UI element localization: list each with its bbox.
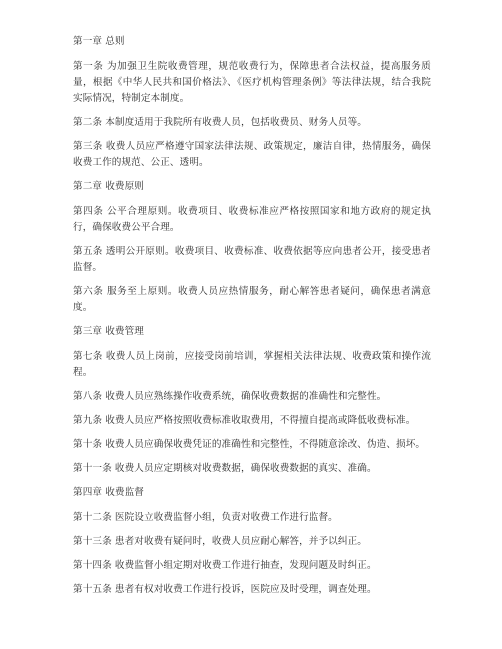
article-paragraph: 第三条 收费人员应严格遵守国家法律法规、政策规定，廉洁自律，热情服务，确保收费工作的规范、公正、透明。 bbox=[73, 141, 431, 168]
document-page bbox=[73, 34, 431, 606]
article-paragraph: 第六条 服务至上原则。收费人员应热情服务，耐心解答患者疑问，确保患者满意度。 bbox=[73, 286, 431, 313]
article-paragraph: 第八条 收费人员应熟练操作收费系统，确保收费数据的准确性和完整性。 bbox=[73, 391, 387, 402]
article-paragraph: 第十三条 患者对收费有疑问时，收费人员应耐心解答，并予以纠正。 bbox=[73, 536, 367, 547]
article-paragraph: 第一条 为加强卫生院收费管理，规范收费行为，保障患者合法权益，提高服务质量，根据《中华人民共和国价格法》、《医疗机构管理条例》等法律法规，结合我院实际情况，特制定本制度。 bbox=[73, 61, 431, 104]
chapter-heading: 第二章 收费原则 bbox=[73, 181, 145, 192]
article-paragraph: 第四条 公平合理原则。收费项目、收费标准应严格按照国家和地方政府的规定执行，确保收费公平合理。 bbox=[73, 206, 431, 233]
article-paragraph: 第十二条 医院设立收费监督小组，负责对收费工作进行监督。 bbox=[73, 512, 338, 523]
article-paragraph: 第十条 收费人员应确保收费凭证的准确性和完整性，不得随意涂改、伪造、损坏。 bbox=[73, 439, 426, 450]
article-paragraph: 第五条 透明公开原则。收费项目、收费标准、收费依据等应向患者公开，接受患者监督。 bbox=[73, 246, 431, 273]
article-paragraph: 第九条 收费人员应严格按照收费标准收取费用，不得擅自提高或降低收费标准。 bbox=[73, 415, 416, 426]
article-paragraph: 第十一条 收费人员应定期核对收费数据，确保收费数据的真实、准确。 bbox=[73, 463, 377, 474]
article-paragraph: 第七条 收费人员上岗前，应接受岗前培训，掌握相关法律法规、收费政策和操作流程。 bbox=[73, 351, 431, 378]
chapter-heading: 第三章 收费管理 bbox=[73, 326, 145, 337]
chapter-heading: 第四章 收费监督 bbox=[73, 487, 145, 498]
article-paragraph: 第十四条 收费监督小组定期对收费工作进行抽查，发现问题及时纠正。 bbox=[73, 560, 377, 571]
chapter-heading: 第一章 总则 bbox=[73, 36, 125, 47]
article-paragraph: 第二条 本制度适用于我院所有收费人员，包括收费员、财务人员等。 bbox=[73, 117, 367, 128]
article-paragraph: 第十五条 患者有权对收费工作进行投诉，医院应及时受理，调查处理。 bbox=[73, 584, 377, 595]
